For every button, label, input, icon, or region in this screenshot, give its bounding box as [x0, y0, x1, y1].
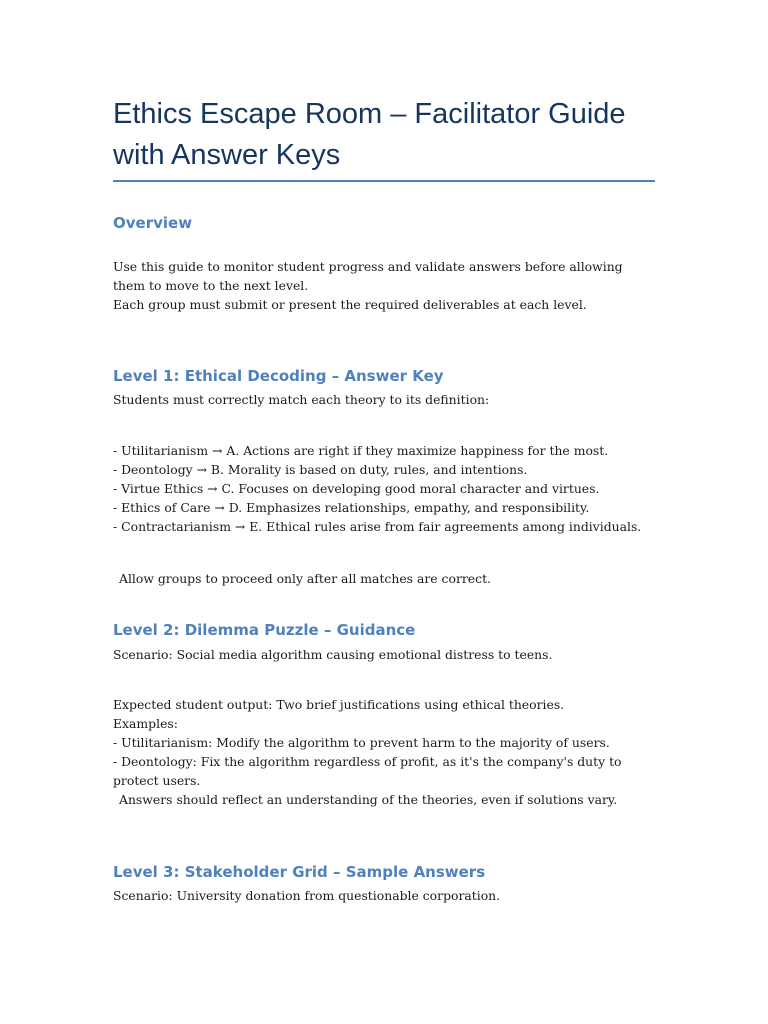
level1-intro: Students must correctly match each theory to its definition: [113, 392, 490, 407]
level3-heading: Level 3: Stakeholder Grid – Sample Answers [113, 863, 486, 881]
match-item: - Virtue Ethics → C. Focuses on developing good moral character and virtues. [113, 481, 600, 496]
overview-heading: Overview [113, 214, 193, 232]
document-title: Ethics Escape Room – Facilitator Guide with Answer Keys [113, 98, 626, 171]
title-underline [113, 180, 655, 182]
match-item: - Utilitarianism → A. Actions are right if they maximize happiness for the most. [113, 443, 609, 458]
overview-text [113, 257, 658, 314]
overview-line: Each group must submit or present the required deliverables at each level. [113, 297, 587, 312]
guidance-line: - Deontology: Fix the algorithm regardless of profit, as it's the company's duty to protect users. [113, 754, 622, 788]
guidance-line: Examples: [113, 716, 178, 731]
level1-match-list [113, 441, 658, 536]
guidance-line: - Utilitarianism: Modify the algorithm to prevent harm to the majority of users. [113, 735, 610, 750]
match-item: - Deontology → B. Morality is based on duty, rules, and intentions. [113, 462, 528, 477]
match-item: - Contractarianism → E. Ethical rules arise from fair agreements among individuals. [113, 519, 642, 534]
guidance-line: Expected student output: Two brief justifications using ethical theories. [113, 697, 565, 712]
overview-line: Use this guide to monitor student progress and validate answers before allowing them to move to the next level. [113, 259, 623, 293]
level1-heading: Level 1: Ethical Decoding – Answer Key [113, 367, 444, 385]
match-item: - Ethics of Care → D. Emphasizes relationships, empathy, and responsibility. [113, 500, 590, 515]
level2-note: Answers should reflect an understanding of the theories, even if solutions vary. [119, 792, 618, 807]
level2-heading: Level 2: Dilemma Puzzle – Guidance [113, 621, 416, 639]
level1-note: Allow groups to proceed only after all matches are correct. [119, 571, 491, 586]
level3-scenario: Scenario: University donation from questionable corporation. [113, 888, 501, 903]
level2-guidance [113, 695, 658, 809]
level2-scenario: Scenario: Social media algorithm causing emotional distress to teens. [113, 647, 553, 662]
